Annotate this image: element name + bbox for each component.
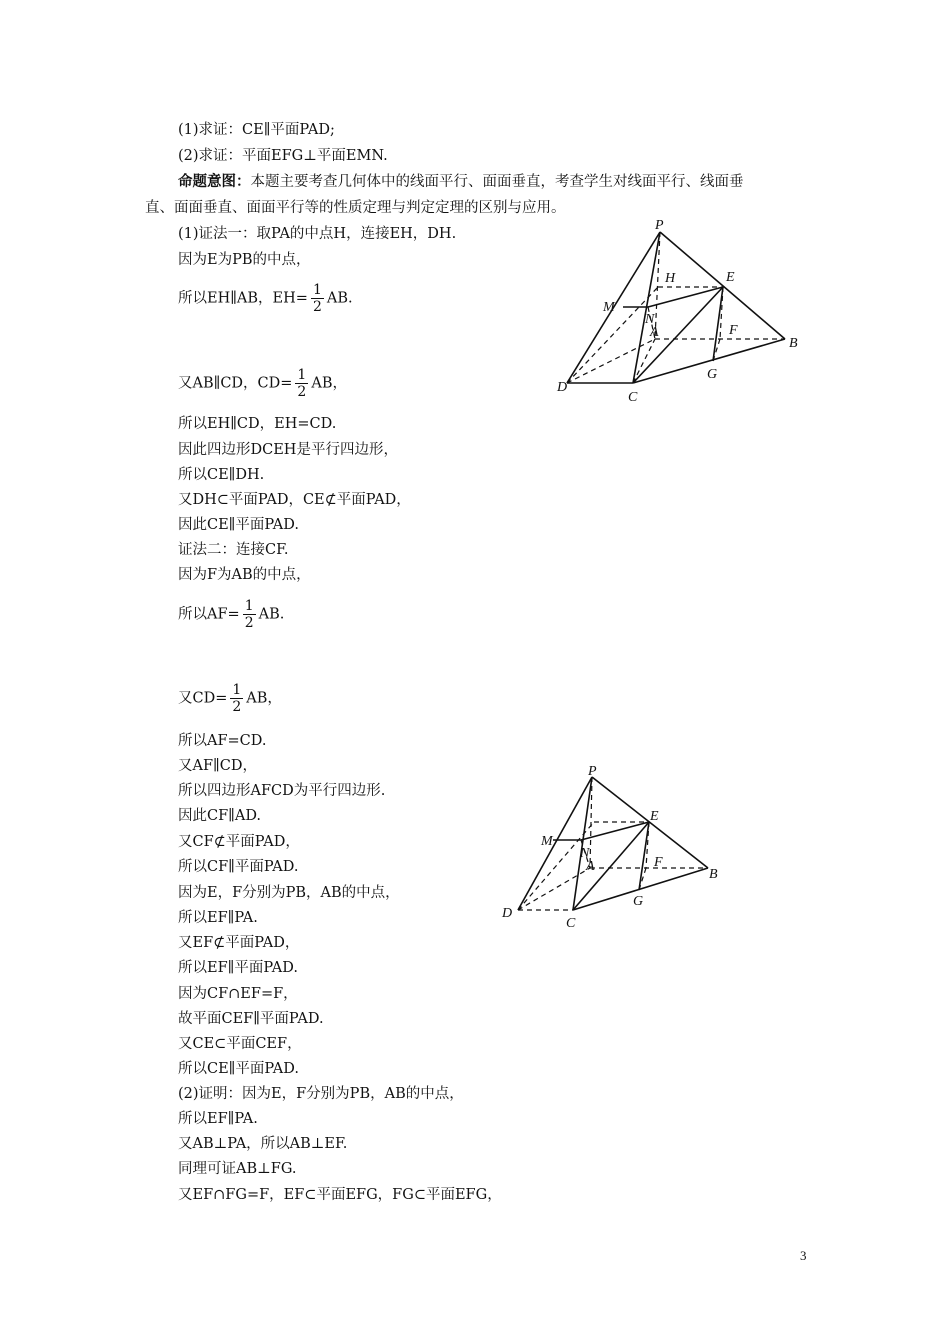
proof-line-af — [178, 598, 284, 631]
proof-line: 因为F为AB的中点， — [178, 567, 311, 583]
proof-line: 所以CE∥平面PAD. — [178, 1061, 299, 1077]
label-h: H — [665, 271, 676, 286]
proof-line: 所以EF∥PA. — [178, 910, 258, 926]
proof-line-eh — [178, 282, 353, 315]
proof-line: (2)证明：因为E，F分别为PB，AB的中点， — [178, 1086, 464, 1102]
label-e: E — [726, 270, 735, 285]
proof-line-cd — [178, 367, 347, 400]
proof-line: 故平面CEF∥平面PAD. — [178, 1011, 324, 1027]
intent-line-2: 直、面面垂直、面面平行等的性质定理与判定定理的区别与应用。 — [145, 200, 566, 216]
proof-line: 因此CF∥AD. — [178, 808, 262, 824]
proof-line-cd2 — [178, 682, 282, 715]
cd-prefix: 又AB∥CD，CD= — [178, 375, 293, 392]
label-m: M — [541, 834, 553, 849]
fraction-numerator: 1 — [244, 598, 254, 614]
intent-label: 命题意图： — [178, 174, 251, 190]
proof-line: 又DH⊂平面PAD，CE⊄平面PAD， — [178, 492, 411, 508]
proof-line: 又AB⊥PA，所以AB⊥EF. — [178, 1136, 348, 1152]
proof-line: 因为E为PB的中点， — [178, 252, 311, 268]
label-g: G — [707, 367, 718, 382]
label-d: D — [502, 906, 513, 921]
proof-line: 又CE⊂平面CEF， — [178, 1036, 302, 1052]
proof-line: 所以EF∥平面PAD. — [178, 960, 298, 976]
cd-suffix: AB， — [311, 375, 347, 392]
af-prefix: 所以AF= — [178, 606, 240, 623]
statement-1: (1)求证：CE∥平面PAD; — [178, 122, 335, 138]
proof-line: 因为E，F分别为PB，AB的中点， — [178, 885, 400, 901]
fraction-denominator: 2 — [232, 699, 242, 715]
proof-line: 又AF∥CD， — [178, 758, 257, 774]
fraction-numerator: 1 — [232, 682, 242, 698]
fraction-denominator: 2 — [244, 615, 254, 631]
proof-line: 因为CF∩EF=F， — [178, 986, 298, 1002]
af-suffix: AB. — [258, 606, 285, 623]
label-d: D — [557, 380, 568, 395]
eh-prefix: 所以EH∥AB，EH= — [178, 290, 308, 307]
proof-line: 同理可证AB⊥FG. — [178, 1161, 297, 1177]
proof-line: 所以EF∥PA. — [178, 1111, 258, 1127]
fraction — [230, 682, 243, 715]
fraction — [243, 598, 256, 631]
label-c: C — [566, 916, 576, 931]
label-b: B — [789, 336, 798, 351]
label-b: B — [709, 867, 718, 882]
label-n: N — [645, 312, 655, 327]
label-f: F — [729, 323, 738, 338]
label-g: G — [633, 894, 644, 909]
fraction-numerator: 1 — [297, 367, 307, 383]
pyramid-figure-2 — [495, 755, 735, 935]
cd2-suffix: AB， — [246, 690, 282, 707]
proof-line: 所以CE∥DH. — [178, 467, 265, 483]
proof-line: 因此四边形DCEH是平行四边形， — [178, 442, 398, 458]
proof-line: 又EF⊄平面PAD， — [178, 935, 300, 951]
label-a: A — [650, 325, 659, 340]
fraction-numerator: 1 — [312, 282, 322, 298]
label-p: P — [588, 764, 597, 779]
proof-line: 又CF⊄平面PAD， — [178, 834, 300, 850]
label-m: M — [603, 300, 615, 315]
proof-line: 所以AF=CD. — [178, 733, 267, 749]
label-a: A — [586, 859, 595, 874]
proof-line: 所以CF∥平面PAD. — [178, 859, 299, 875]
proof-line: 又EF∩FG=F，EF⊂平面EFG，FG⊂平面EFG， — [178, 1187, 502, 1203]
label-c: C — [628, 390, 638, 405]
fraction-denominator: 2 — [312, 299, 322, 315]
label-p: P — [655, 218, 664, 233]
proof-line: 所以四边形AFCD为平行四边形. — [178, 783, 386, 799]
fraction — [311, 282, 324, 315]
proof-line: (1)证法一：取PA的中点H，连接EH，DH. — [178, 226, 457, 242]
pyramid-figure-1 — [550, 215, 810, 410]
intent-line-1 — [178, 172, 744, 192]
proof-line: 因此CE∥平面PAD. — [178, 517, 299, 533]
fraction-denominator: 2 — [297, 384, 307, 400]
proof-line: 所以EH∥CD，EH=CD. — [178, 416, 337, 432]
page-number: 3 — [800, 1248, 807, 1263]
intent-text-1: 本题主要考查几何体中的线面平行、面面垂直，考查学生对线面平行、线面垂 — [250, 174, 744, 190]
label-n: N — [580, 846, 590, 861]
cd2-prefix: 又CD= — [178, 690, 228, 707]
label-f: F — [654, 855, 663, 870]
fraction — [295, 367, 308, 400]
eh-suffix: AB. — [326, 290, 353, 307]
proof-line: 证法二：连接CF. — [178, 542, 289, 558]
statement-2: (2)求证：平面EFG⊥平面EMN. — [178, 148, 388, 164]
label-e: E — [650, 809, 659, 824]
